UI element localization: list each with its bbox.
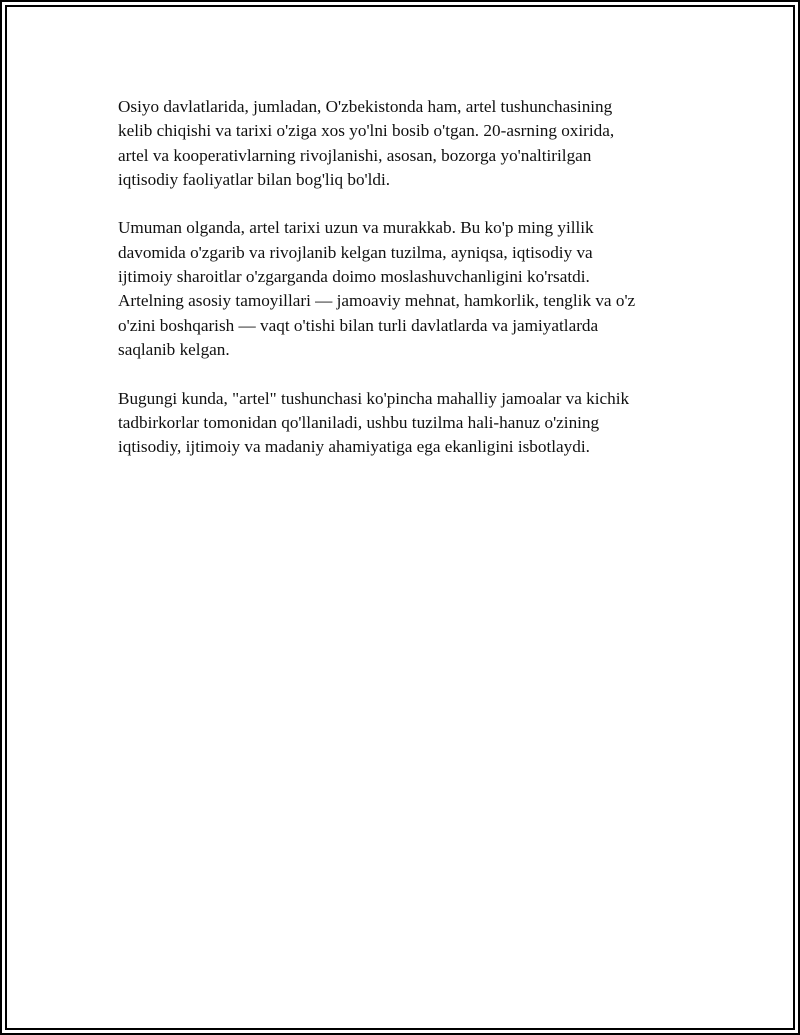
- text-line: artel va kooperativlarning rivojlanishi, asosan, bozorga yo'naltirilgan: [118, 145, 592, 165]
- text-line: iqtisodiy faoliyatlar bilan bog'liq bo'ldi.: [118, 169, 391, 189]
- text-line: ijtimoiy sharoitlar o'zgarganda doimo moslashuvchanligini ko'rsatdi.: [118, 267, 590, 287]
- text-line: saqlanib kelgan.: [118, 339, 230, 359]
- text-line: davomida o'zgarib va rivojlanib kelgan tuzilma, ayniqsa, iqtisodiy va: [118, 242, 593, 262]
- text-line: Bugungi kunda, "artel" tushunchasi ko'pincha mahalliy jamoalar va kichik: [118, 388, 630, 408]
- text-line: tadbirkorlar tomonidan qo'llaniladi, ushbu tuzilma hali-hanuz o'zining: [118, 412, 600, 432]
- paragraph-3: [118, 387, 678, 460]
- paragraph-1: [118, 95, 678, 192]
- text-line: Artelning asosiy tamoyillari — jamoaviy mehnat, hamkorlik, tenglik va o'z: [118, 291, 636, 311]
- text-line: kelib chiqishi va tarixi o'ziga xos yo'lni bosib o'tgan. 20-asrning oxirida,: [118, 121, 615, 141]
- paragraph-2: [118, 216, 678, 362]
- text-line: Osiyo davlatlarida, jumladan, O'zbekistonda ham, artel tushunchasining: [118, 97, 613, 116]
- text-line: Umuman olganda, artel tarixi uzun va murakkab. Bu ko'p ming yillik: [118, 218, 594, 238]
- text-line: o'zini boshqarish — vaqt o'tishi bilan turli davlatlarda va jamiyatlarda: [118, 315, 599, 335]
- page: [5, 5, 795, 1030]
- text-line: iqtisodiy, ijtimoiy va madaniy ahamiyatiga ega ekanligini isbotlaydi.: [118, 437, 590, 457]
- document-body: [118, 95, 678, 484]
